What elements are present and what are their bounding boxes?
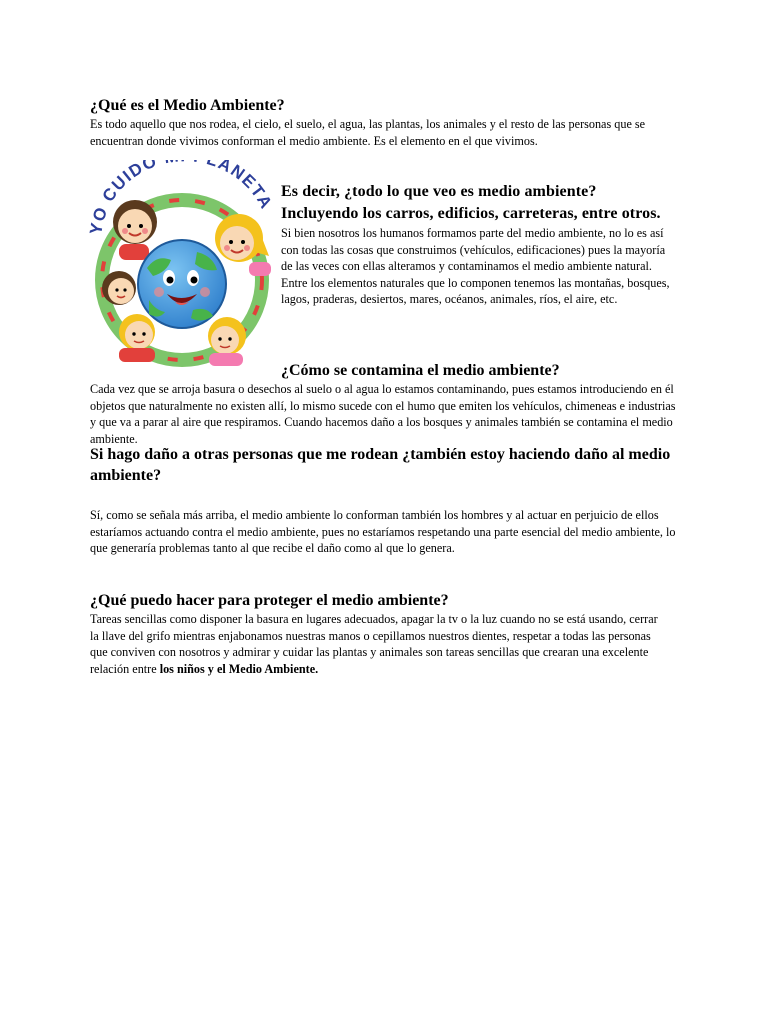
section-heading: ¿Qué es el Medio Ambiente?: [90, 97, 285, 114]
section-harm-people: [90, 444, 690, 557]
section-heading: ¿Qué puedo hacer para proteger el medio ambiente?: [90, 592, 449, 609]
section-heading: Si hago daño a otras personas que me rodean ¿también estoy haciendo daño al medio ambiente?: [90, 446, 671, 484]
section-everything-i-see: [281, 181, 676, 308]
section-what-is: [90, 95, 685, 149]
section-body-text: Tareas sencillas como disponer la basura en lugares adecuados, apagar la tv o la luz cuando no se está usando, cerrar la llave del grifo mientras enjabonamos nuestras manos o cepillamos nuestros dientes, respetar a todas las personas que conviven con nosotros y admirar y cuidar las plantas y animales son tareas sencillas que crearan una excelente relación entre: [90, 612, 658, 676]
child-bottom-right: [208, 317, 246, 366]
child-top-left: [113, 200, 157, 260]
smiling-earth: [138, 240, 226, 328]
section-body: Cada vez que se arroja basura o desechos al suelo o al agua lo estamos contaminando, pues estamos introduciendo en él objetos que naturalmente no existen allí, lo mismo sucede con el humo que emiten los vehículos, chimeneas e industrias y que va a parar al aire que respiramos. Cuando hacemos daño a los bosques y animales también se contamina el medio ambiente.: [90, 382, 676, 446]
section-body: [90, 611, 665, 677]
section-heading: Es decir, ¿todo lo que veo es medio ambiente? Incluyendo los carros, edificios, carreteras, entre otros.: [281, 183, 661, 222]
section-body-bold: los niños y el Medio Ambiente.: [159, 661, 319, 676]
yo-cuido-mi-planeta-illustration: [89, 160, 275, 372]
section-what-can-i-do: [90, 590, 685, 677]
section-heading: ¿Cómo se contamina el medio ambiente?: [281, 362, 560, 379]
section-body: Es todo aquello que nos rodea, el cielo, el suelo, el agua, las plantas, los animales y el resto de las personas que se encuentran donde vivimos conforman el medio ambiente. Es el elemento en el que vivimos.: [90, 117, 646, 148]
section-how-polluted: [90, 360, 685, 447]
child-left: [102, 271, 136, 305]
child-bottom-left: [119, 314, 155, 362]
section-body: Si bien nosotros los humanos formamos parte del medio ambiente, no lo es así con todas las cosas que construimos (vehículos, edificaciones) pues la mayoría de las veces con ellas alteramos y contaminamos el medio ambiente natural. Entre los elementos naturales que lo componen tenemos las montañas, bosques, lagos, praderas, desiertos, mares, océanos, animales, ríos, el aire, etc.: [281, 226, 670, 306]
section-body: Sí, como se señala más arriba, el medio ambiente lo conforman también los hombres y al actuar en perjuicio de ellos estaríamos actuando contra el medio ambiente, pues no estaríamos respetando una parte esencial del medio ambiente, lo que generaría problemas tanto al que recibe el daño como al que lo genera.: [90, 508, 676, 555]
planet-children-drawing: [89, 160, 275, 372]
illustration-caption: O CUIDO LANETA: [89, 160, 275, 224]
